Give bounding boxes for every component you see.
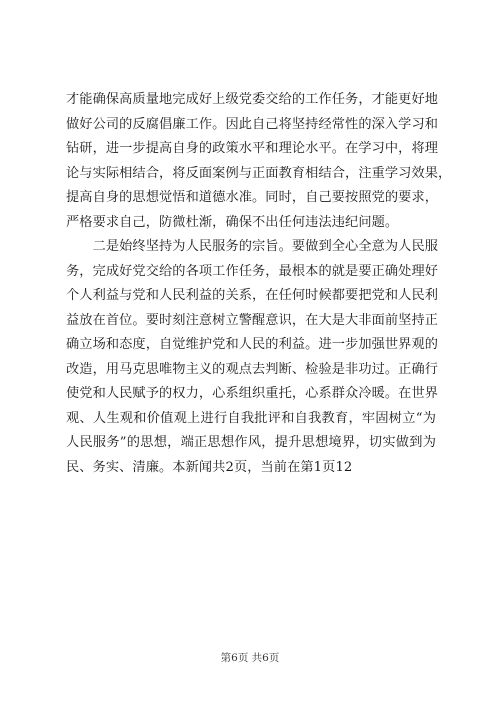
- text-line: 做好公司的反腐倡廉工作。因此自己将坚持经常性的深入学习和: [66, 116, 439, 132]
- text-line: 改造，用马克思唯物主义的观点去判断、检验是非功过。正确行: [66, 361, 439, 377]
- text-line: 务，完成好党交给的各项工作任务，最根本的就是要正确处理好: [66, 263, 439, 279]
- text-line: 个人利益与党和人民利益的关系，在任何时候都要把党和人民利: [66, 288, 439, 303]
- document-body: [66, 88, 452, 480]
- text-line: 论与实际相结合，将反面案例与正面教育相结合，注重学习效果，: [66, 165, 452, 181]
- text-line: 严格要求自己，防微杜渐，确保不出任何违法违纪问题。: [66, 214, 399, 230]
- text-line: 人民服务”的思想，端正思想作风，提升思想境界，切实做到为: [66, 435, 436, 450]
- text-line: 益放在首位。要时刻注意树立警醒意识，在大是大非面前坚持正: [66, 312, 439, 328]
- text-line: 观、人生观和价值观上进行自我批评和自我教育，牢固树立“为: [66, 410, 436, 426]
- page-footer: 第6页 共6页: [220, 652, 280, 664]
- text-line: 使党和人民赋予的权力，心系组织重托，心系群众冷暖。在世界: [66, 386, 439, 401]
- text-line: 钻研，进一步提高自身的政策水平和理论水平。在学习中，将理: [66, 141, 439, 156]
- text-line: 民、务实、清廉。本新闻共2页，当前在第1页12: [66, 459, 353, 475]
- text-line: 二是始终坚持为人民服务的宗旨。要做到全心全意为人民服: [66, 239, 439, 254]
- text-line: 才能确保高质量地完成好上级党委交给的工作任务，才能更好地: [66, 92, 439, 107]
- text-line: 确立场和态度，自觉维护党和人民的利益。进一步加强世界观的: [66, 337, 439, 352]
- text-line: 提高自身的思想觉悟和道德水准。同时，自己要按照党的要求，: [66, 190, 439, 205]
